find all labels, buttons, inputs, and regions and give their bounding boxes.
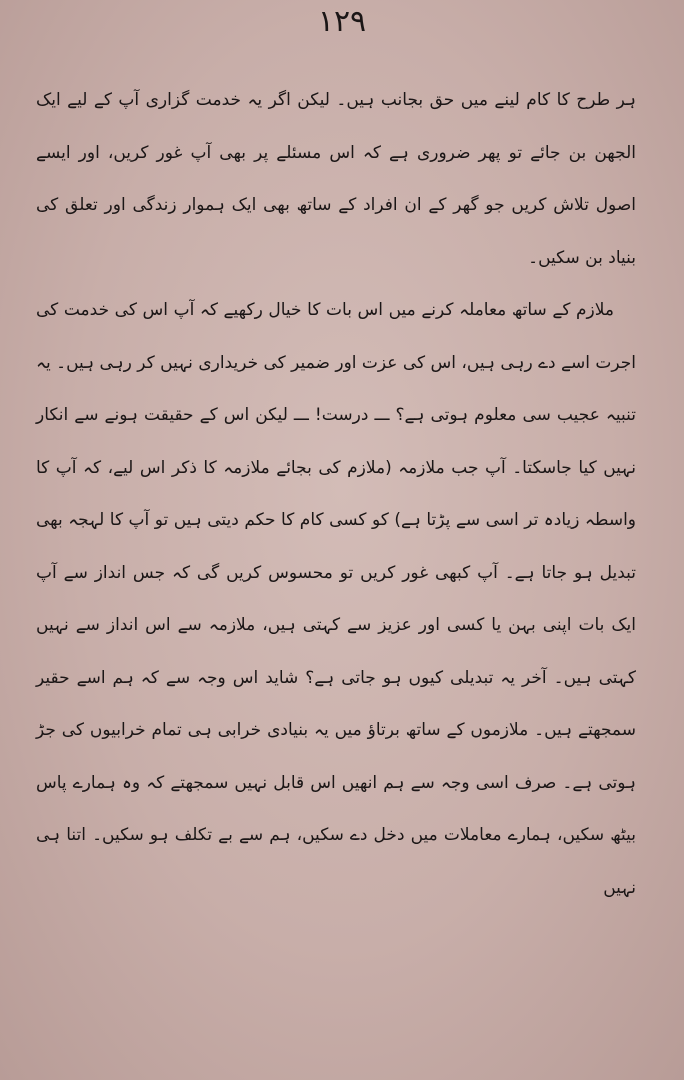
page-number: ١٢٩ (317, 4, 367, 39)
paragraph-2: ملازم کے ساتھ معاملہ کرنے میں اس بات کا خیال رکھیے کہ آپ اس کی خدمت کی اجرت اسے دے رہی ہیں، اس کی عزت اور ضمیر کی خریداری نہیں کر رہی ہیں۔ یہ تنبیہ عجیب سی معلوم ہوتی ہے؟ ـــ درست! ـــ لیکن اس کے حقیقت ہونے سے انکار نہیں کیا جاسکتا۔ آپ جب ملازمہ (ملازم کی بجائے ملازمہ کا ذکر اس لیے، کہ آپ کا واسطہ زیادہ تر اسی سے پڑتا ہے) کو کسی کام کا حکم دیتی ہیں تو آپ کا لہجہ بھی تبدیل ہو جاتا ہے۔ آپ کبھی غور کریں تو محسوس کریں گی کہ جس انداز سے آپ ایک بات اپنی بہن یا کسی اور عزیز سے کہتی ہیں، ملازمہ سے اس انداز سے نہیں کہتی ہیں۔ آخر یہ تبدیلی کیوں ہو جاتی ہے؟ شاید اس وجہ سے کہ ہم اسے حقیر سمجھتے ہیں۔ ملازموں کے ساتھ برتاؤ میں یہ بنیادی خرابی ہی تمام خرابیوں کی جڑ ہوتی ہے۔ صرف اسی وجہ سے ہم انھیں اس قابل نہیں سمجھتے کہ وہ ہمارے پاس بیٹھ سکیں، ہمارے معاملات میں دخل دے سکیں، ہم سے بے تکلف ہو سکیں۔ اتنا ہی نہیں (36, 300, 636, 898)
body-text (36, 74, 636, 914)
paragraph-1: ہر طرح کا کام لینے میں حق بجانب ہیں۔ لیکن اگر یہ خدمت گزاری آپ کے لیے ایک الجھن بن جائے تو پھر ضروری ہے کہ اس مسئلے پر بھی آپ غور کریں، اور ایسے اصول تلاش کریں جو گھر کے ان افراد کے ساتھ بھی ایک ہموار زندگی اور تعلق کی بنیاد بن سکیں۔ (36, 90, 636, 268)
